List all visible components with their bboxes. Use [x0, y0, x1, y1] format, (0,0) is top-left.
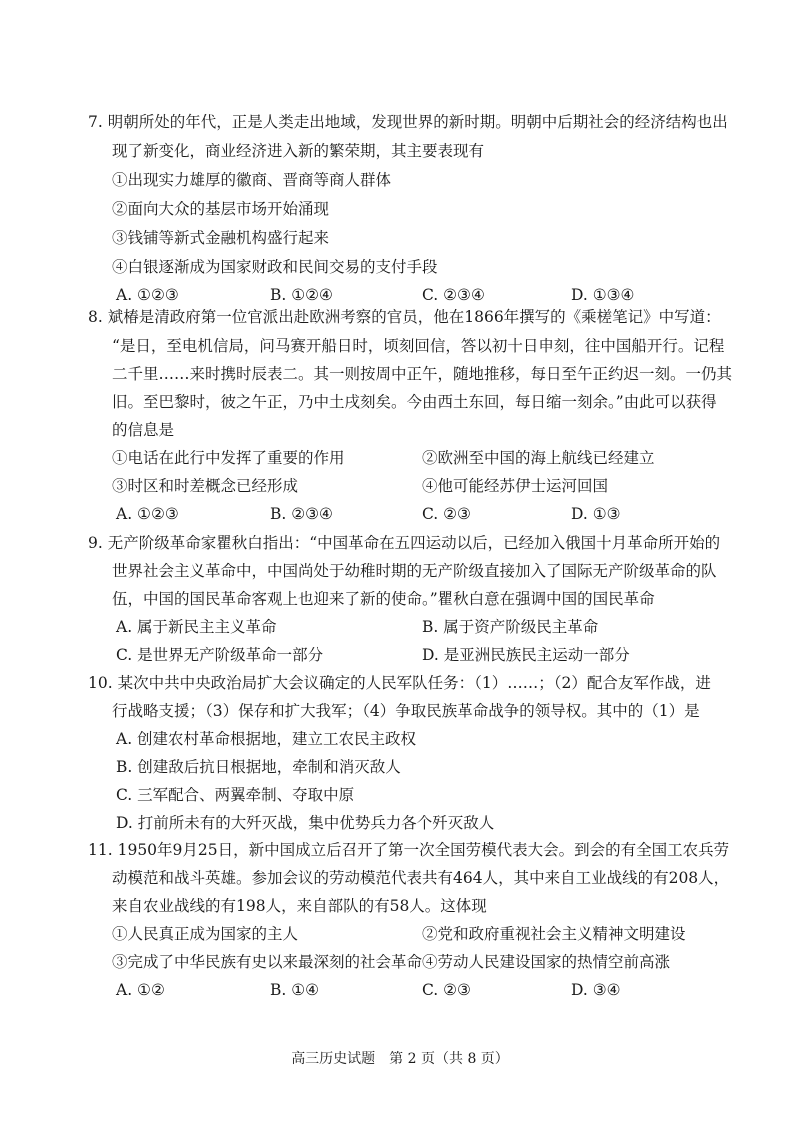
option-c[interactable]: C. ②③: [422, 505, 471, 523]
question-8-statement-4: ④他可能经苏伊士运河回国: [422, 477, 609, 495]
question-11-line-2: 动模范和战斗英雄。参加会议的劳动模范代表共有464人，其中来自工业战线的有208人，: [112, 869, 730, 887]
question-9-line-2: 世界社会主义革命中，中国尚处于幼稚时期的无产阶级直接加入了国际无产阶级革命的队: [112, 562, 717, 580]
question-11-line-3: 来自农业战线的有198人，来自部队的有58人。这体现: [112, 897, 487, 915]
question-11-statement-3: ③完成了中华民族有史以来最深刻的社会革命: [112, 953, 423, 971]
question-8-line-2: “是日，至电机信局，问马赛开船日时，顷刻回信，答以初十日申刻，往中国船开行。记程: [112, 337, 725, 355]
option-d[interactable]: D. ①③: [571, 505, 621, 523]
question-10-line-2: 行战略支援；（3）保存和扩大我军；（4）争取民族革命战争的领导权。其中的（1）是: [112, 702, 700, 720]
question-number: 9.: [88, 534, 103, 552]
page-footer: 高三历史试题 第 2 页（共 8 页）: [291, 1051, 509, 1067]
option-a[interactable]: A. ①②③: [116, 286, 179, 304]
question-7-statement-4: ④白银逐渐成为国家财政和民间交易的支付手段: [112, 258, 438, 276]
question-11-statement-4: ④劳动人民建设国家的热情空前高涨: [422, 953, 671, 971]
question-9-line-3: 伍，中国的国民革命客观上也迎来了新的使命。”瞿秋白意在强调中国的国民革命: [112, 590, 655, 608]
option-c[interactable]: C. 三军配合、两翼牵制、夺取中原: [116, 786, 355, 804]
question-11-line-1: [88, 840, 729, 860]
question-text: 某次中共中央政治局扩大会议确定的人民军队任务：（1）……；（2）配合友军作战，进: [117, 674, 711, 692]
question-7-line-2: 现了新变化，商业经济进入新的繁荣期，其主要表现有: [112, 142, 485, 160]
option-c[interactable]: C. 是世界无产阶级革命一部分: [116, 646, 324, 664]
option-d[interactable]: D. ①③④: [571, 286, 635, 304]
option-a[interactable]: A. 属于新民主主义革命: [116, 618, 277, 636]
question-number: 8.: [88, 308, 103, 326]
question-number: 11.: [88, 841, 113, 859]
option-b[interactable]: B. ①④: [270, 981, 320, 999]
option-a[interactable]: A. 创建农村革命根据地，建立工农民主政权: [116, 730, 417, 748]
option-d[interactable]: D. 是亚洲民族民主运动一部分: [422, 646, 630, 664]
option-b[interactable]: B. 属于资产阶级民主革命: [422, 618, 599, 636]
question-number: 7.: [88, 113, 103, 131]
option-c[interactable]: C. ②③: [422, 981, 471, 999]
question-7-statement-3: ③钱铺等新式金融机构盛行起来: [112, 229, 330, 247]
question-10-line-1: [88, 673, 711, 693]
question-7-statement-1: ①出现实力雄厚的徽商、晋商等商人群体: [112, 171, 392, 189]
question-7-statement-2: ②面向大众的基层市场开始涌现: [112, 200, 330, 218]
question-text: 无产阶级革命家瞿秋白指出：“中国革命在五四运动以后，已经加入俄国十月革命所开始的: [107, 534, 721, 552]
option-a[interactable]: A. ①②: [116, 981, 165, 999]
option-d[interactable]: D. ③④: [571, 981, 621, 999]
question-8-statement-3: ③时区和时差概念已经形成: [112, 477, 299, 495]
option-d[interactable]: D. 打前所未有的大歼灭战，集中优势兵力各个歼灭敌人: [116, 814, 495, 832]
option-b[interactable]: B. 创建敌后抗日根据地，牵制和消灭敌人: [116, 758, 401, 776]
question-8-statement-1: ①电话在此行中发挥了重要的作用: [112, 449, 345, 467]
question-text: 斌椿是清政府第一位官派出赴欧洲考察的官员，他在1866年撰写的《乘槎笔记》中写道：: [107, 308, 721, 326]
option-b[interactable]: B. ②③④: [270, 505, 333, 523]
option-a[interactable]: A. ①②③: [116, 505, 179, 523]
question-7-line-1: [88, 112, 728, 132]
question-8-statement-2: ②欧洲至中国的海上航线已经建立: [422, 449, 655, 467]
question-9-line-1: [88, 533, 720, 553]
question-11-statement-2: ②党和政府重视社会主义精神文明建设: [422, 925, 686, 943]
question-11-statement-1: ①人民真正成为国家的主人: [112, 925, 299, 943]
question-8-line-1: [88, 307, 721, 327]
question-number: 10.: [88, 674, 113, 692]
question-text: 明朝所处的年代，正是人类走出地域，发现世界的新时期。明朝中后期社会的经济结构也出: [107, 113, 728, 131]
question-8-line-4: 旧。至巴黎时，彼之午正，乃中土戌刻矣。今由西土东回，每日缩一刻余。”由此可以获得: [112, 393, 717, 411]
question-text: 1950年9月25日，新中国成立后召开了第一次全国劳模代表大会。到会的有全国工农兵劳: [117, 841, 730, 859]
question-8-line-5: 的信息是: [112, 421, 175, 439]
option-b[interactable]: B. ①②④: [270, 286, 333, 304]
question-8-line-3: 二千里……来时携时辰表二。其一则按周中正午，随地推移，每日至午正约迟一刻。一仍其: [112, 365, 733, 383]
option-c[interactable]: C. ②③④: [422, 286, 485, 304]
